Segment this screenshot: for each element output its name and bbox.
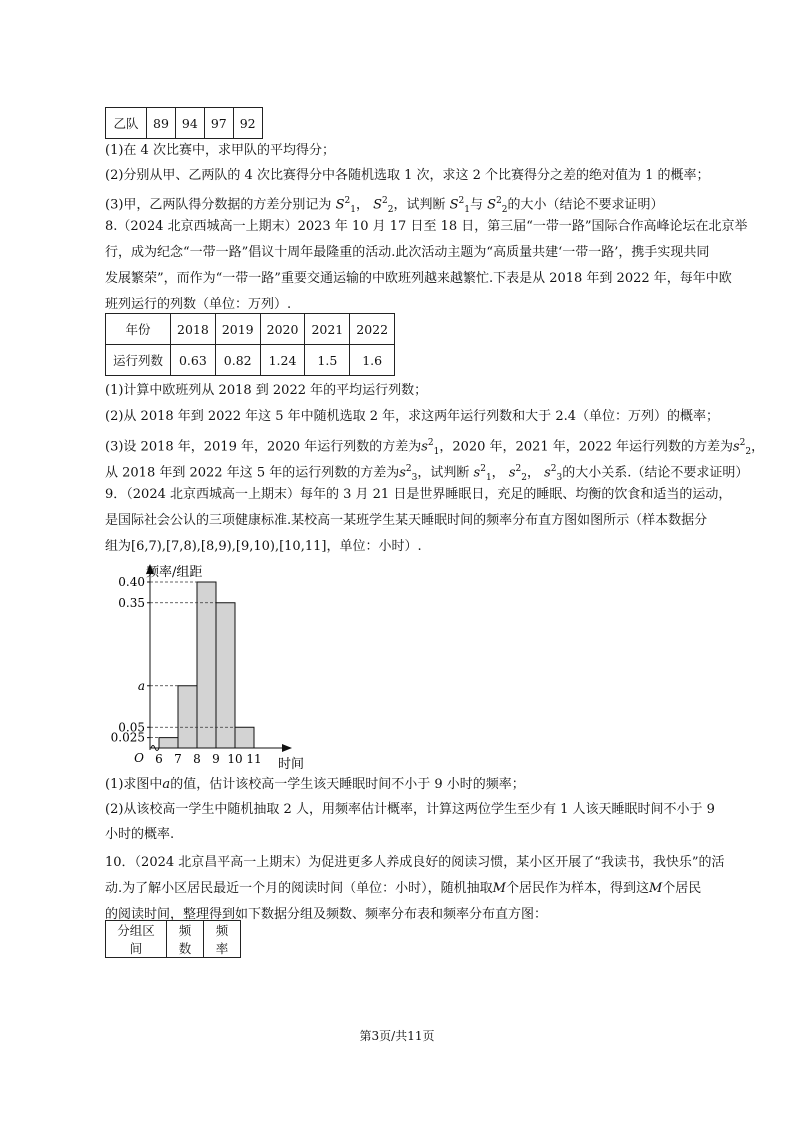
x-tick-label: 6 bbox=[155, 752, 163, 766]
x-tick-label: 7 bbox=[174, 752, 182, 766]
histogram-bar bbox=[178, 686, 197, 748]
x-tick-label: 9 bbox=[212, 752, 220, 766]
table-header-cell: 2022 bbox=[350, 314, 395, 345]
table-header-cell: 2021 bbox=[305, 314, 350, 345]
table-header-cell: 2020 bbox=[260, 314, 305, 345]
page-footer: 第3页/共11页 bbox=[359, 1029, 435, 1043]
table-cell: 89 bbox=[147, 108, 176, 139]
q9-part-1: (1)求图中a的值，估计该校高一学生该天睡眠时间不小于 9 小时的频率； bbox=[105, 777, 525, 792]
histogram-bar bbox=[216, 603, 235, 748]
histogram-bar bbox=[159, 738, 178, 748]
table-cell: 0.63 bbox=[171, 345, 216, 376]
q9-line-2: 是国际社会公认的三项健康标准.某校高一某班学生某天睡眠时间的频率分布直方图如图所示（样本数据分 bbox=[105, 513, 708, 528]
q8-part-3: (3)设 2018 年，2019 年，2020 年运行列数的方差为$s^2_1$，2020 年，2021 年，2022 年运行列数的方差为$s^2_2$， bbox=[105, 438, 765, 457]
x-axis-arrow bbox=[282, 744, 292, 752]
q8-part-2: (2)从 2018 年到 2022 年这 5 年中随机选取 2 年，求这两年运行列数和大于 2.4（单位：万列）的概率； bbox=[105, 409, 719, 424]
q8-part-3-cont: 从 2018 年到 2022 年这 5 年的运行列数的方差为$s^2_3$，试判断 $s^2_1$， $s^2_2$， $s^2_3$的大小关系.（结论不要求证明） bbox=[105, 464, 749, 483]
y-tick-label: 0.40 bbox=[118, 575, 145, 589]
q9-part-2-line-2: 小时的概率. bbox=[105, 827, 175, 842]
table-row bbox=[106, 921, 241, 958]
q10-line-1: 10．（2024 北京昌平高一上期末）为促进更多人养成良好的阅读习惯，某小区开展了“我读书，我快乐”的活 bbox=[105, 855, 725, 870]
q9-part-2-line-1: (2)从该校高一学生中随机抽取 2 人，用频率估计概率，计算这两位学生至少有 1 人该天睡眠时间不小于 9 bbox=[105, 802, 715, 817]
sleep-time-histogram bbox=[100, 560, 320, 775]
histogram-bar bbox=[197, 582, 216, 748]
table-header-cell: 分组区间 bbox=[106, 921, 167, 958]
x-tick-label: 10 bbox=[227, 752, 243, 766]
table-row bbox=[106, 314, 395, 345]
q9-line-1: 9．（2024 北京西城高一上期末）每年的 3 月 21 日是世界睡眠日，充足的睡眠、均衡的饮食和适当的运动， bbox=[105, 487, 732, 502]
table-header-cell: 频率 bbox=[204, 921, 241, 958]
table-header-cell: 2018 bbox=[171, 314, 216, 345]
team-b-score-table bbox=[105, 107, 263, 139]
y-tick-label: 0.05 bbox=[118, 720, 145, 735]
x-tick-label: 11 bbox=[246, 752, 262, 766]
origin-label: O bbox=[134, 751, 144, 765]
table-cell: 97 bbox=[204, 108, 233, 139]
table-row bbox=[106, 108, 263, 139]
x-tick-label: 8 bbox=[193, 752, 201, 766]
table-cell: 92 bbox=[233, 108, 262, 139]
table-header-cell: 2019 bbox=[215, 314, 260, 345]
reading-frequency-table bbox=[105, 920, 241, 958]
q10-line-3: 的阅读时间，整理得到如下数据分组及频数、频率分布表和频率分布直方图： bbox=[105, 907, 548, 922]
y-axis-label: 频率/组距 bbox=[146, 565, 203, 580]
q8-line-2: 行，成为纪念“一带一路”倡议十周年最隆重的活动.此次活动主题为“高质量共建‘一带一路’，携手实现共同 bbox=[105, 245, 710, 260]
table-cell: 运行列数 bbox=[106, 345, 171, 376]
table-cell: 1.6 bbox=[350, 345, 395, 376]
q8-part-1: (1)计算中欧班列从 2018 到 2022 年的平均运行列数； bbox=[105, 383, 428, 398]
q10-line-2: 动.为了解小区居民最近一个月的阅读时间（单位：小时），随机抽取M个居民作为样本，得到这M个居民 bbox=[105, 881, 702, 896]
q8-line-3: 发展繁荣”，而作为“一带一路”重要交通运输的中欧班列越来越繁忙.下表是从 2018 年到 2022 年，每年中欧 bbox=[105, 271, 732, 286]
q7-part-3: (3)甲，乙两队得分数据的方差分别记为 $S^2_1$， $S^2_2$，试判断 $S^2_1$与 $S^2_2$的大小（结论不要求证明） bbox=[105, 196, 664, 215]
y-tick-label: a bbox=[137, 678, 145, 693]
table-header-cell: 年份 bbox=[106, 314, 171, 345]
table-row bbox=[106, 345, 395, 376]
table-cell: 94 bbox=[175, 108, 204, 139]
table-cell: 0.82 bbox=[215, 345, 260, 376]
table-cell: 1.24 bbox=[260, 345, 305, 376]
q9-line-3: 组为[6,7),[7,8),[8,9),[9,10),[10,11]，单位：小时）. bbox=[105, 539, 422, 554]
y-tick-label: 0.025 bbox=[110, 730, 145, 745]
q8-line-1: 8.（2024 北京西城高一上期末）2023 年 10 月 17 日至 18 日，第三届“一带一路”国际合作高峰论坛在北京举 bbox=[105, 219, 748, 234]
histogram-bar bbox=[235, 727, 254, 748]
q7-part-2: (2)分别从甲、乙两队的 4 次比赛得分中各随机选取 1 次，求这 2 个比赛得分之差的绝对值为 1 的概率； bbox=[105, 168, 710, 183]
train-count-table bbox=[105, 313, 395, 376]
x-axis-label: 时间 bbox=[278, 757, 305, 772]
y-tick-label: 0.35 bbox=[118, 595, 145, 610]
q8-line-4: 班列运行的列数（单位：万列）. bbox=[105, 297, 292, 312]
table-header-cell: 频数 bbox=[167, 921, 204, 958]
table-cell: 1.5 bbox=[305, 345, 350, 376]
table-cell: 乙队 bbox=[106, 108, 147, 139]
q7-part-1: (1)在 4 次比赛中，求甲队的平均得分； bbox=[105, 143, 335, 158]
